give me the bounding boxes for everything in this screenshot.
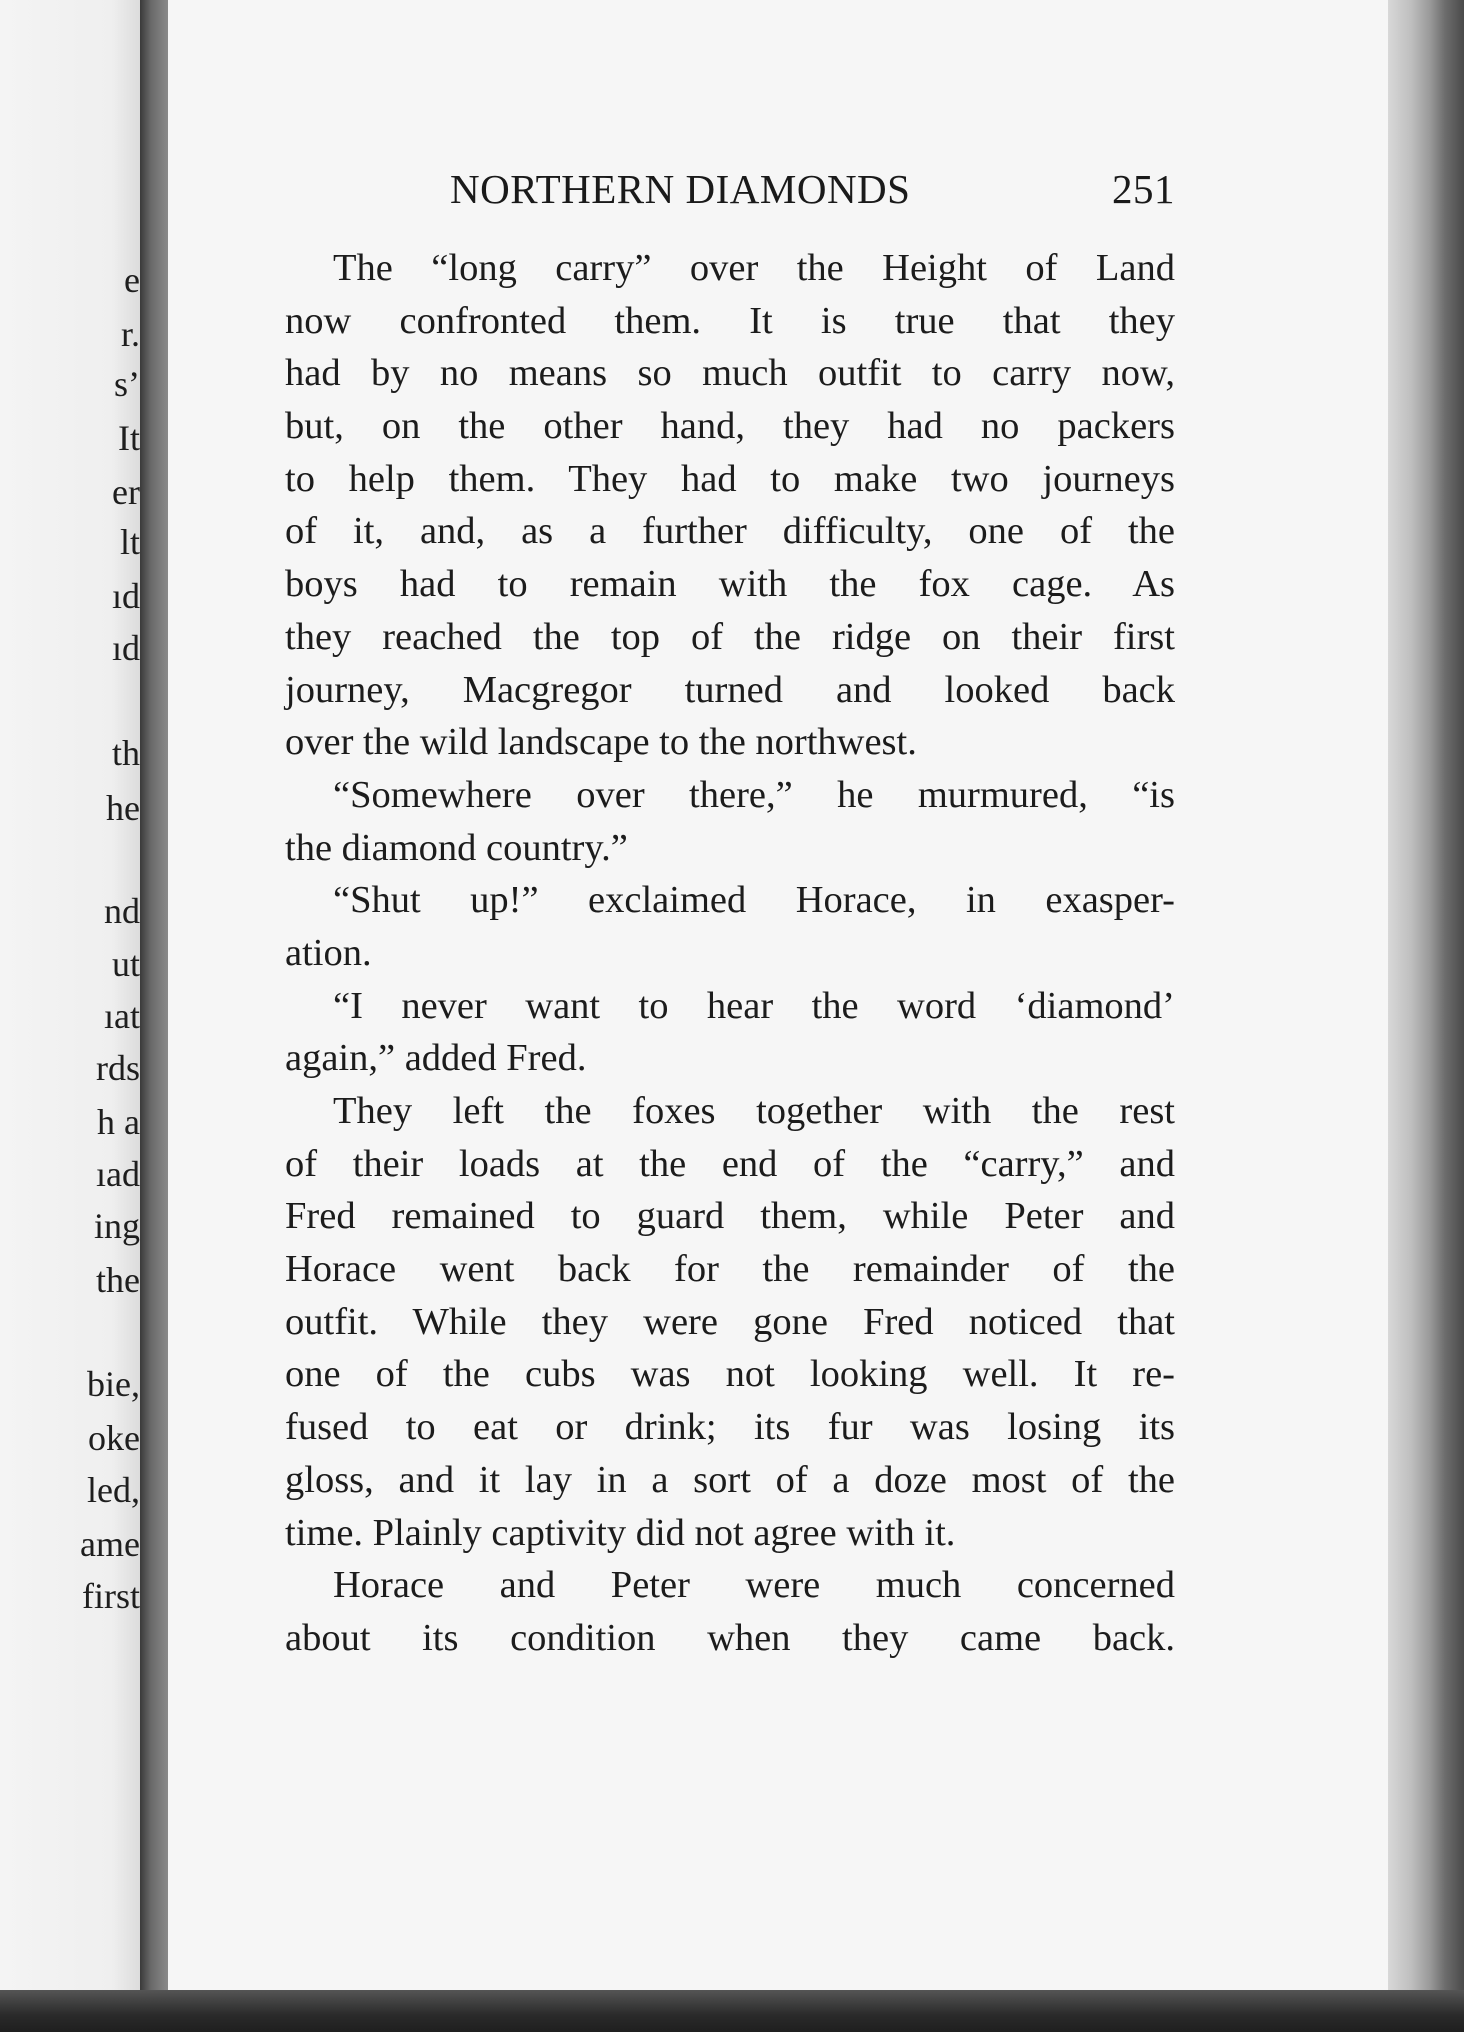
text-line: “Shut up!” exclaimed Horace, in exasper- (333, 879, 1175, 922)
left-fragment: ame (80, 1524, 140, 1564)
text-line: but, on the other hand, they had no packers (285, 405, 1175, 448)
left-fragment: h a (97, 1102, 140, 1142)
text-line: of their loads at the end of the “carry,” and (285, 1142, 1175, 1185)
left-fragment: s’ (114, 364, 140, 404)
text-line: one of the cubs was not looking well. It re- (285, 1353, 1175, 1396)
left-fragment: he (106, 788, 140, 828)
text-line: gloss, and it lay in a sort of a doze most of the (285, 1458, 1175, 1501)
text-line: Fred remained to guard them, while Peter and (285, 1195, 1175, 1238)
text-line: about its condition when they came back. (285, 1616, 1175, 1659)
left-fragment: ing (93, 1206, 140, 1246)
text-line: Horace and Peter were much concerned (333, 1564, 1175, 1607)
left-fragment: ut (111, 944, 140, 984)
text-line: over the wild landscape to the northwest. (285, 721, 917, 764)
left-fragment: ıat (104, 996, 140, 1036)
left-fragment: It (118, 418, 140, 458)
left-fragment: the (96, 1260, 140, 1300)
text-line: “Somewhere over there,” he murmured, “is (333, 773, 1175, 816)
left-fragment: nd (104, 891, 140, 931)
text-line: “I never want to hear the word ‘diamond’ (333, 984, 1175, 1027)
left-fragment: led, (87, 1470, 140, 1510)
text-line: boys had to remain with the fox cage. As (285, 563, 1175, 606)
page-number: 251 (1112, 166, 1175, 212)
left-fragment: ıad (96, 1154, 140, 1194)
running-header (450, 165, 1175, 213)
scan-bottom-edge (0, 1990, 1464, 2032)
left-fragment: bie, (87, 1364, 140, 1404)
text-line: had by no means so much outfit to carry now, (285, 352, 1175, 395)
left-fragment: ıd (111, 576, 140, 616)
left-fragment: oke (88, 1418, 140, 1458)
left-fragment: first (82, 1576, 140, 1616)
text-line: time. Plainly captivity did not agree with it. (285, 1511, 956, 1554)
left-fragment: th (111, 733, 140, 773)
left-fragment: er (112, 472, 140, 512)
left-fragment: r. (120, 314, 140, 354)
text-line: now confronted them. It is true that they (285, 299, 1175, 342)
book-gutter (140, 0, 168, 1995)
text-line: The “long carry” over the Height of Land (333, 247, 1175, 289)
left-page-text-fragments (0, 0, 140, 1995)
left-fragment: lt (119, 522, 140, 562)
left-fragment: ıd (111, 628, 140, 668)
left-fragment: rds (96, 1048, 140, 1088)
text-line: journey, Macgregor turned and looked back (285, 668, 1175, 711)
text-line: fused to eat or drink; its fur was losing its (285, 1406, 1175, 1449)
text-line: to help them. They had to make two journeys (285, 457, 1175, 500)
left-fragment: e (124, 260, 140, 300)
text-line: they reached the top of the ridge on their first (285, 615, 1175, 658)
text-line: ation. (285, 931, 372, 974)
text-line: outfit. While they were gone Fred noticed that (285, 1300, 1175, 1343)
text-line: Horace went back for the remainder of the (285, 1248, 1175, 1291)
text-line: the diamond country.” (285, 826, 628, 869)
running-title: NORTHERN DIAMONDS (450, 166, 911, 212)
text-line: They left the foxes together with the rest (333, 1090, 1175, 1132)
text-line: of it, and, as a further difficulty, one of the (285, 510, 1175, 553)
page-edge (1388, 0, 1464, 2000)
body-text (285, 242, 1175, 1665)
text-line: again,” added Fred. (285, 1037, 587, 1080)
